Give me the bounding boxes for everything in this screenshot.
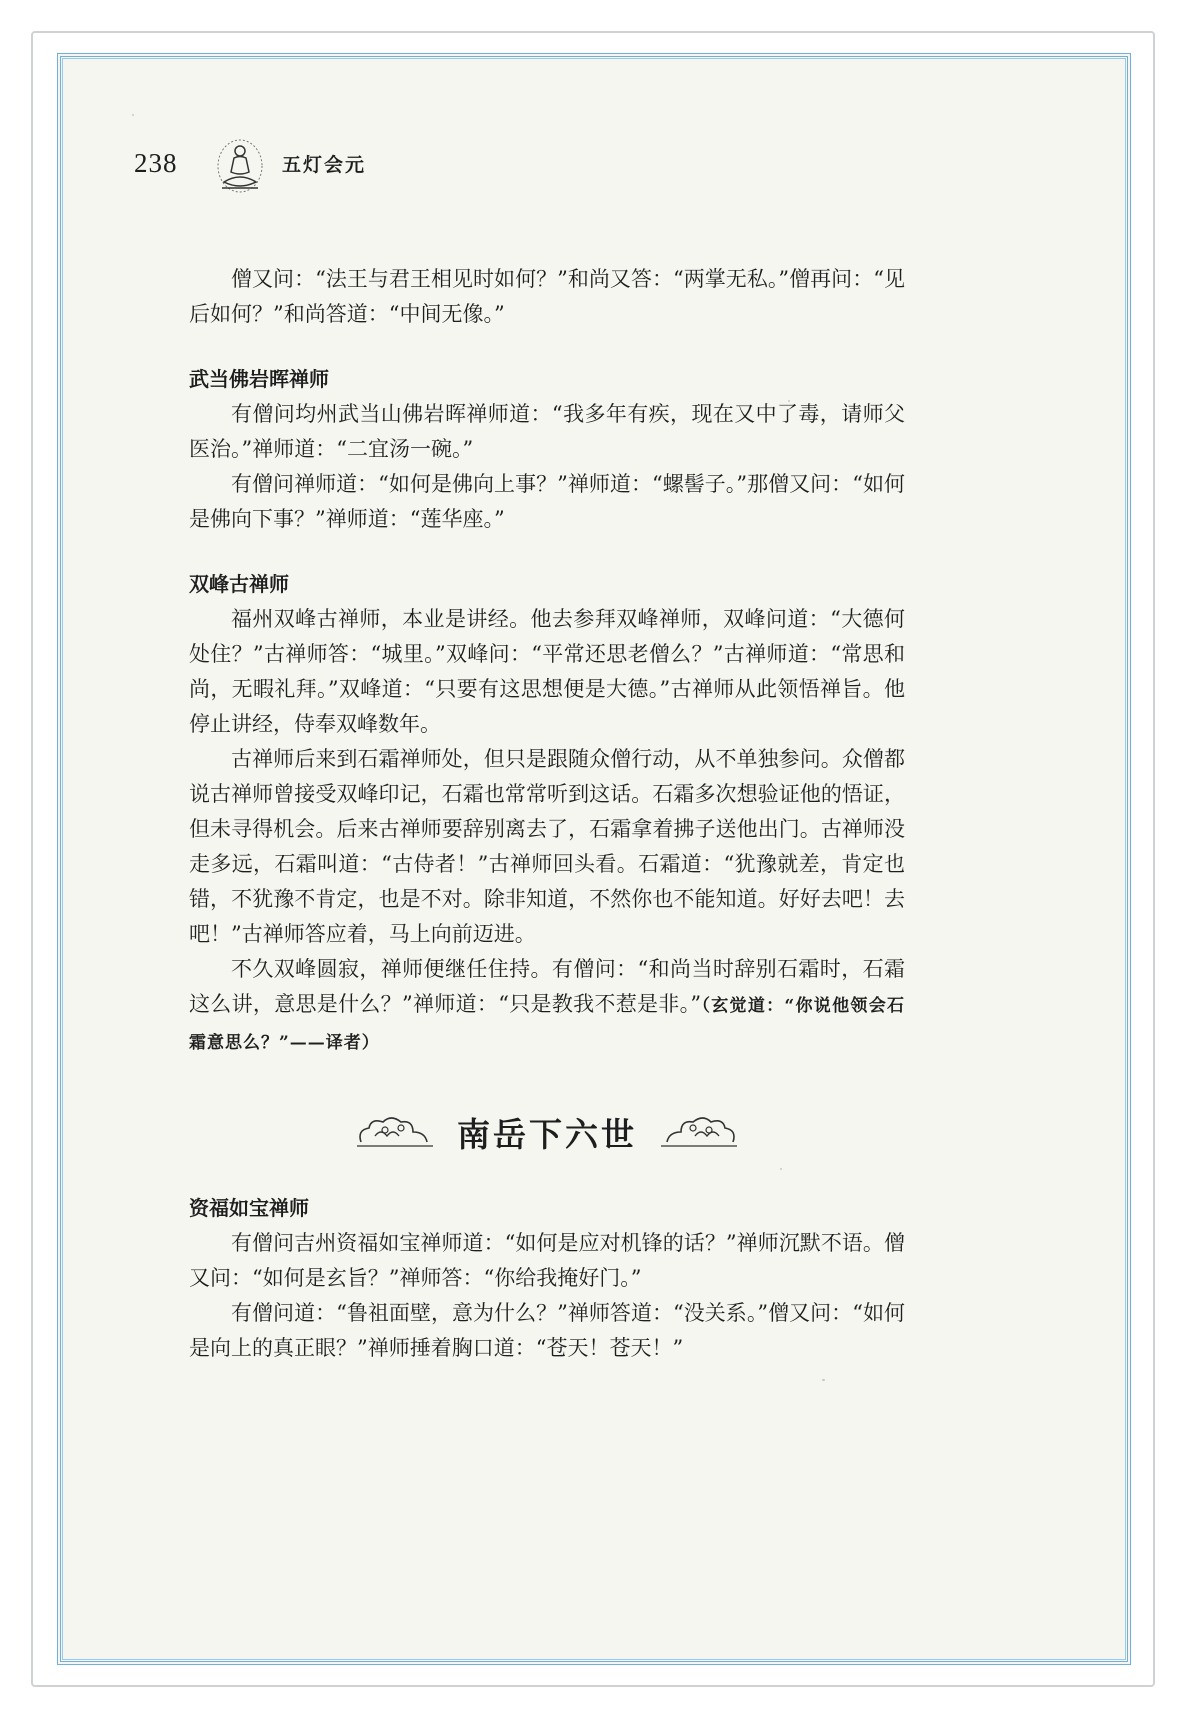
section-heading: 双峰古禅师 <box>189 572 289 596</box>
paragraph: 有僧问吉州资福如宝禅师道：“如何是应对机锋的话？”禅师沉默不语。僧又问：“如何是玄旨？”禅师答：“你给我掩好门。” <box>189 1231 905 1290</box>
paragraph: 福州双峰古禅师，本业是讲经。他去参拜双峰禅师，双峰问道：“大德何处住？”古禅师答：“城里。”双峰问：“平常还思老僧么？”古禅师道：“常思和尚，无暇礼拜。”双峰道：“只要有这思想便是大德。”古禅师从此领悟禅旨。他停止讲经，侍奉双峰数年。 <box>189 607 905 736</box>
book-title: 五灯会元 <box>282 154 367 176</box>
auspicious-cloud-right-icon <box>659 1112 739 1152</box>
chapter-title: 南岳下六世 <box>457 1114 637 1154</box>
auspicious-cloud-left-icon <box>355 1112 435 1152</box>
text-body <box>189 262 905 1366</box>
paragraph <box>189 952 905 1061</box>
paragraph: 有僧问禅师道：“如何是佛向上事？”禅师道：“螺髻子。”那僧又问：“如何是佛向下事？”禅师道：“莲华座。” <box>189 472 905 531</box>
buddha-icon <box>214 138 266 194</box>
paragraph: 有僧问道：“鲁祖面壁，意为什么？”禅师答道：“没关系。”僧又问：“如何是向上的真正眼？”禅师捶着胸口道：“苍天！苍天！” <box>189 1301 905 1360</box>
paragraph: 有僧问均州武当山佛岩晖禅师道：“我多年有疾，现在又中了毒，请师父医治。”禅师道：“二宜汤一碗。” <box>189 402 905 461</box>
scan-speck <box>132 114 134 116</box>
page-number: 238 <box>134 148 178 178</box>
section-heading: 资福如宝禅师 <box>189 1196 309 1220</box>
intro-paragraph: 僧又问：“法王与君王相见时如何？”和尚又答：“两掌无私。”僧再问：“见后如何？”和尚答道：“中间无像。” <box>189 267 905 326</box>
section-heading: 武当佛岩晖禅师 <box>189 367 329 391</box>
paragraph-text: 不久双峰圆寂，禅师便继任住持。有僧问：“和尚当时辞别石霜时，石霜这么讲，意思是什么？”禅师道：“只是教我不惹是非。” <box>189 957 905 1016</box>
translator-note: （玄觉道：“你说他领会石霜意思么？”——译者） <box>189 996 905 1053</box>
scan-speck <box>822 1379 825 1381</box>
chapter-title-row <box>189 1097 905 1167</box>
paragraph: 古禅师后来到石霜禅师处，但只是跟随众僧行动，从不单独参问。众僧都说古禅师曾接受双峰印记，石霜也常常听到这话。石霜多次想验证他的悟证，但未寻得机会。后来古禅师要辞别离去了，石霜拿着拂子送他出门。古禅师没走多远，石霜叫道：“古侍者！”古禅师回头看。石霜道：“犹豫就差，肯定也错，不犹豫不肯定，也是不对。除非知道，不然你也不能知道。好好去吧！去吧！”古禅师答应着，马上向前迈进。 <box>189 747 905 946</box>
